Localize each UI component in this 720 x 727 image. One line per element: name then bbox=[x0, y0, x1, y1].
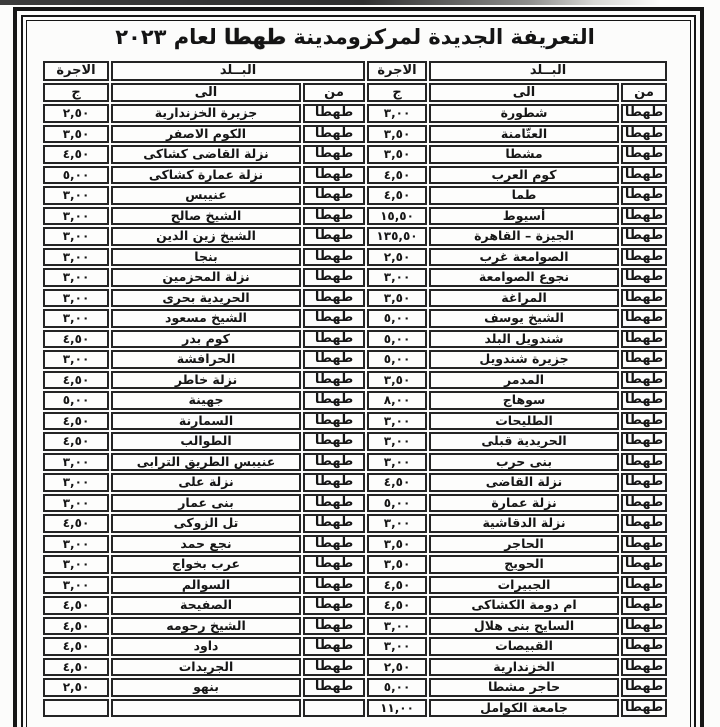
cell-fare: ٣,٠٠ bbox=[43, 576, 109, 595]
cell-fare: ٤,٥٠ bbox=[43, 596, 109, 615]
cell-from: طهطا bbox=[303, 555, 365, 574]
cell-to: الشيخ يوسف bbox=[429, 309, 619, 328]
cell-fare: ٣,٥٠ bbox=[367, 289, 427, 308]
header-pound-left: ج bbox=[43, 83, 109, 102]
cell-to: طما bbox=[429, 186, 619, 205]
cell-fare: ٢,٥٠ bbox=[43, 104, 109, 123]
cell-to: الطليحات bbox=[429, 412, 619, 431]
cell-from: طهطا bbox=[621, 309, 667, 328]
cell-to: داود bbox=[111, 637, 301, 656]
cell-fare: ٣,٥٠ bbox=[367, 371, 427, 390]
cell-to: الشيخ زين الدين bbox=[111, 227, 301, 246]
cell-to: الحويج bbox=[429, 555, 619, 574]
cell-empty bbox=[303, 699, 365, 718]
cell-fare: ٥,٠٠ bbox=[367, 678, 427, 697]
fare-row bbox=[43, 535, 667, 554]
cell-to: القبيصات bbox=[429, 637, 619, 656]
cell-to: حاجر مشطا bbox=[429, 678, 619, 697]
fare-row bbox=[43, 104, 667, 123]
cell-to: الخزندارية bbox=[429, 658, 619, 677]
fare-row bbox=[43, 453, 667, 472]
cell-from: طهطا bbox=[303, 350, 365, 369]
cell-to: نجوع الصوامعة bbox=[429, 268, 619, 287]
cell-fare: ٣,٠٠ bbox=[43, 555, 109, 574]
cell-to: بنجا bbox=[111, 248, 301, 267]
scan-artifact bbox=[0, 0, 660, 5]
cell-from: طهطا bbox=[303, 617, 365, 636]
fare-row bbox=[43, 227, 667, 246]
fare-row bbox=[43, 699, 667, 718]
cell-from: طهطا bbox=[621, 104, 667, 123]
cell-to: مشطا bbox=[429, 145, 619, 164]
header-row-groups bbox=[43, 61, 667, 81]
cell-to: نزلة عمارة bbox=[429, 494, 619, 513]
fare-row bbox=[43, 309, 667, 328]
cell-to: عنيبس الطريق الترابى bbox=[111, 453, 301, 472]
header-fare-right: الاجرة bbox=[367, 61, 427, 81]
cell-from: طهطا bbox=[621, 617, 667, 636]
cell-from: طهطا bbox=[621, 555, 667, 574]
cell-fare: ٤,٥٠ bbox=[367, 596, 427, 615]
cell-fare: ٣,٠٠ bbox=[367, 104, 427, 123]
header-to-right: الى bbox=[429, 83, 619, 102]
cell-to: نزلة القاضى bbox=[429, 473, 619, 492]
cell-fare: ٥,٠٠ bbox=[367, 350, 427, 369]
cell-fare: ٣,٥٠ bbox=[367, 125, 427, 144]
cell-from: طهطا bbox=[621, 350, 667, 369]
title-city-name: طهطا bbox=[224, 25, 287, 49]
cell-from: طهطا bbox=[621, 412, 667, 431]
cell-from: طهطا bbox=[303, 391, 365, 410]
cell-to: الحرافشة bbox=[111, 350, 301, 369]
cell-from: طهطا bbox=[621, 453, 667, 472]
cell-from: طهطا bbox=[621, 391, 667, 410]
cell-from: طهطا bbox=[303, 289, 365, 308]
cell-from: طهطا bbox=[303, 678, 365, 697]
cell-to: بنهو bbox=[111, 678, 301, 697]
cell-fare: ٣,٠٠ bbox=[43, 350, 109, 369]
cell-to: جهينة bbox=[111, 391, 301, 410]
cell-fare: ٥,٠٠ bbox=[43, 391, 109, 410]
cell-fare: ٣,٥٠ bbox=[367, 145, 427, 164]
cell-from: طهطا bbox=[621, 186, 667, 205]
fare-row bbox=[43, 186, 667, 205]
cell-from: طهطا bbox=[621, 576, 667, 595]
cell-to: الشيخ صالح bbox=[111, 207, 301, 226]
page-title bbox=[41, 25, 669, 49]
fare-row bbox=[43, 432, 667, 451]
cell-from: طهطا bbox=[621, 432, 667, 451]
cell-from: طهطا bbox=[621, 371, 667, 390]
cell-fare: ٤,٥٠ bbox=[43, 330, 109, 349]
cell-to: السمارنة bbox=[111, 412, 301, 431]
cell-fare: ٣,٠٠ bbox=[43, 227, 109, 246]
header-pound-right: ج bbox=[367, 83, 427, 102]
cell-from: طهطا bbox=[303, 227, 365, 246]
cell-to: كوم بدر bbox=[111, 330, 301, 349]
cell-fare: ٤,٥٠ bbox=[43, 145, 109, 164]
cell-from: طهطا bbox=[303, 473, 365, 492]
cell-fare: ٥,٠٠ bbox=[367, 309, 427, 328]
header-country-right: البــلد bbox=[429, 61, 667, 81]
cell-fare: ٣,٠٠ bbox=[43, 268, 109, 287]
cell-empty bbox=[111, 699, 301, 718]
cell-from: طهطا bbox=[303, 432, 365, 451]
fare-table-body bbox=[43, 104, 667, 717]
header-to-left: الى bbox=[111, 83, 301, 102]
fare-row bbox=[43, 371, 667, 390]
cell-to: الحريدية قبلى bbox=[429, 432, 619, 451]
fare-row bbox=[43, 289, 667, 308]
cell-fare: ٤,٥٠ bbox=[367, 166, 427, 185]
cell-fare: ٣,٠٠ bbox=[43, 535, 109, 554]
cell-from: طهطا bbox=[621, 207, 667, 226]
cell-to: تل الزوكى bbox=[111, 514, 301, 533]
cell-fare: ٣,٥٠ bbox=[43, 125, 109, 144]
cell-fare: ٣,٠٠ bbox=[367, 268, 427, 287]
cell-from: طهطا bbox=[621, 145, 667, 164]
cell-to: الحريدية بحرى bbox=[111, 289, 301, 308]
fare-row bbox=[43, 166, 667, 185]
title-text-post: لعام ٢٠٢٣ bbox=[115, 25, 217, 49]
cell-fare: ٣,٠٠ bbox=[367, 453, 427, 472]
cell-fare: ٣,٠٠ bbox=[43, 289, 109, 308]
fare-row bbox=[43, 330, 667, 349]
cell-from: طهطا bbox=[303, 330, 365, 349]
cell-to: العتّامنة bbox=[429, 125, 619, 144]
fare-row bbox=[43, 576, 667, 595]
cell-from: طهطا bbox=[303, 658, 365, 677]
cell-to: بنى عمار bbox=[111, 494, 301, 513]
fare-row bbox=[43, 207, 667, 226]
cell-from: طهطا bbox=[621, 699, 667, 718]
cell-fare: ٤,٥٠ bbox=[43, 658, 109, 677]
cell-to: جامعة الكوامل bbox=[429, 699, 619, 718]
fare-row bbox=[43, 514, 667, 533]
cell-from: طهطا bbox=[621, 494, 667, 513]
cell-from: طهطا bbox=[303, 596, 365, 615]
cell-fare: ٤,٥٠ bbox=[43, 617, 109, 636]
cell-fare: ٤,٥٠ bbox=[367, 186, 427, 205]
cell-from: طهطا bbox=[621, 473, 667, 492]
cell-to: المدمر bbox=[429, 371, 619, 390]
title-text-pre: التعريفة الجديدة لمركزومدينة bbox=[293, 25, 595, 49]
cell-fare: ٣,٠٠ bbox=[43, 309, 109, 328]
cell-to: كوم العرب bbox=[429, 166, 619, 185]
cell-from: طهطا bbox=[621, 268, 667, 287]
cell-fare: ٤,٥٠ bbox=[43, 514, 109, 533]
fare-table-header bbox=[43, 61, 667, 102]
cell-to: الصفيحة bbox=[111, 596, 301, 615]
fare-row bbox=[43, 555, 667, 574]
cell-to: الكوم الاصفر bbox=[111, 125, 301, 144]
fare-row bbox=[43, 391, 667, 410]
fare-row bbox=[43, 658, 667, 677]
cell-from: طهطا bbox=[303, 576, 365, 595]
cell-fare: ٢,٥٠ bbox=[367, 658, 427, 677]
cell-to: نزلة عمارة كشاكى bbox=[111, 166, 301, 185]
cell-from: طهطا bbox=[303, 494, 365, 513]
cell-fare: ٣,٠٠ bbox=[43, 473, 109, 492]
cell-from: طهطا bbox=[621, 330, 667, 349]
cell-from: طهطا bbox=[303, 371, 365, 390]
cell-fare: ٣,٠٠ bbox=[43, 248, 109, 267]
cell-fare: ٣,٠٠ bbox=[43, 186, 109, 205]
cell-from: طهطا bbox=[621, 289, 667, 308]
cell-to: نزلة على bbox=[111, 473, 301, 492]
cell-from: طهطا bbox=[621, 248, 667, 267]
cell-from: طهطا bbox=[621, 125, 667, 144]
cell-fare: ٣,٠٠ bbox=[43, 453, 109, 472]
cell-from: طهطا bbox=[303, 535, 365, 554]
cell-to: سوهاج bbox=[429, 391, 619, 410]
cell-fare: ٣,٠٠ bbox=[367, 412, 427, 431]
fare-row bbox=[43, 412, 667, 431]
cell-to: نزلة الدقاشية bbox=[429, 514, 619, 533]
cell-from: طهطا bbox=[303, 104, 365, 123]
cell-fare: ٢,٥٠ bbox=[367, 248, 427, 267]
cell-to: الطوالب bbox=[111, 432, 301, 451]
cell-from: طهطا bbox=[303, 309, 365, 328]
cell-from: طهطا bbox=[303, 514, 365, 533]
cell-to: السايح بنى هلال bbox=[429, 617, 619, 636]
cell-fare: ٨,٠٠ bbox=[367, 391, 427, 410]
cell-from: طهطا bbox=[303, 186, 365, 205]
fare-row bbox=[43, 248, 667, 267]
cell-fare: ٣,٠٠ bbox=[367, 514, 427, 533]
header-row-columns bbox=[43, 83, 667, 102]
header-from-right: من bbox=[621, 83, 667, 102]
cell-fare: ٤,٥٠ bbox=[367, 576, 427, 595]
fare-row bbox=[43, 678, 667, 697]
cell-fare: ٣,٥٠ bbox=[367, 555, 427, 574]
cell-to: الجبيرات bbox=[429, 576, 619, 595]
cell-fare: ١٣٥,٥٠ bbox=[367, 227, 427, 246]
cell-empty bbox=[43, 699, 109, 718]
cell-to: الشيخ رحومه bbox=[111, 617, 301, 636]
cell-to: الشيخ مسعود bbox=[111, 309, 301, 328]
cell-fare: ٢,٥٠ bbox=[43, 678, 109, 697]
cell-from: طهطا bbox=[303, 166, 365, 185]
header-country-left: البــلد bbox=[111, 61, 365, 81]
cell-to: عرب بخواج bbox=[111, 555, 301, 574]
cell-from: طهطا bbox=[303, 248, 365, 267]
cell-fare: ٥,٠٠ bbox=[367, 330, 427, 349]
cell-from: طهطا bbox=[303, 125, 365, 144]
cell-to: جزيرة شندويل bbox=[429, 350, 619, 369]
cell-to: الصوامعة غرب bbox=[429, 248, 619, 267]
cell-from: طهطا bbox=[303, 207, 365, 226]
cell-fare: ٣,٠٠ bbox=[367, 637, 427, 656]
fare-row bbox=[43, 125, 667, 144]
cell-to: ام دومة الكشاكى bbox=[429, 596, 619, 615]
cell-fare: ٤,٥٠ bbox=[367, 473, 427, 492]
fare-table bbox=[41, 59, 669, 719]
cell-fare: ٤,٥٠ bbox=[43, 637, 109, 656]
cell-to: الحاجر bbox=[429, 535, 619, 554]
cell-from: طهطا bbox=[303, 145, 365, 164]
cell-from: طهطا bbox=[303, 412, 365, 431]
cell-from: طهطا bbox=[621, 678, 667, 697]
cell-from: طهطا bbox=[303, 637, 365, 656]
cell-from: طهطا bbox=[621, 166, 667, 185]
cell-fare: ٣,٥٠ bbox=[367, 535, 427, 554]
cell-to: شطورة bbox=[429, 104, 619, 123]
fare-row bbox=[43, 637, 667, 656]
cell-fare: ١١,٠٠ bbox=[367, 699, 427, 718]
cell-to: نزلة القاضى كشاكى bbox=[111, 145, 301, 164]
cell-to: نجع حمد bbox=[111, 535, 301, 554]
cell-to: أسيوط bbox=[429, 207, 619, 226]
cell-to: بنى حرب bbox=[429, 453, 619, 472]
cell-fare: ١٥,٥٠ bbox=[367, 207, 427, 226]
cell-from: طهطا bbox=[303, 453, 365, 472]
fare-row bbox=[43, 617, 667, 636]
cell-fare: ٣,٠٠ bbox=[43, 494, 109, 513]
cell-to: شندويل البلد bbox=[429, 330, 619, 349]
cell-fare: ٤,٥٠ bbox=[43, 371, 109, 390]
cell-to: الجيزة – القاهرة bbox=[429, 227, 619, 246]
fare-row bbox=[43, 350, 667, 369]
cell-from: طهطا bbox=[621, 514, 667, 533]
cell-fare: ٤,٥٠ bbox=[43, 412, 109, 431]
fare-row bbox=[43, 494, 667, 513]
cell-to: نزلة خاطر bbox=[111, 371, 301, 390]
cell-to: عنيبس bbox=[111, 186, 301, 205]
fare-row bbox=[43, 473, 667, 492]
cell-to: المراغة bbox=[429, 289, 619, 308]
cell-from: طهطا bbox=[621, 535, 667, 554]
cell-fare: ٣,٠٠ bbox=[367, 617, 427, 636]
cell-to: السوالم bbox=[111, 576, 301, 595]
cell-from: طهطا bbox=[303, 268, 365, 287]
cell-fare: ٣,٠٠ bbox=[367, 432, 427, 451]
cell-from: طهطا bbox=[621, 658, 667, 677]
cell-fare: ٣,٠٠ bbox=[43, 207, 109, 226]
cell-from: طهطا bbox=[621, 596, 667, 615]
cell-fare: ٥,٠٠ bbox=[367, 494, 427, 513]
cell-fare: ٥,٠٠ bbox=[43, 166, 109, 185]
cell-from: طهطا bbox=[621, 227, 667, 246]
header-from-left: من bbox=[303, 83, 365, 102]
cell-to: نزلة المحزمين bbox=[111, 268, 301, 287]
cell-to: جزيرة الخزندارية bbox=[111, 104, 301, 123]
cell-fare: ٤,٥٠ bbox=[43, 432, 109, 451]
fare-row bbox=[43, 596, 667, 615]
header-fare-left: الاجرة bbox=[43, 61, 109, 81]
fare-row bbox=[43, 268, 667, 287]
cell-to: الجريدات bbox=[111, 658, 301, 677]
cell-from: طهطا bbox=[621, 637, 667, 656]
fare-row bbox=[43, 145, 667, 164]
